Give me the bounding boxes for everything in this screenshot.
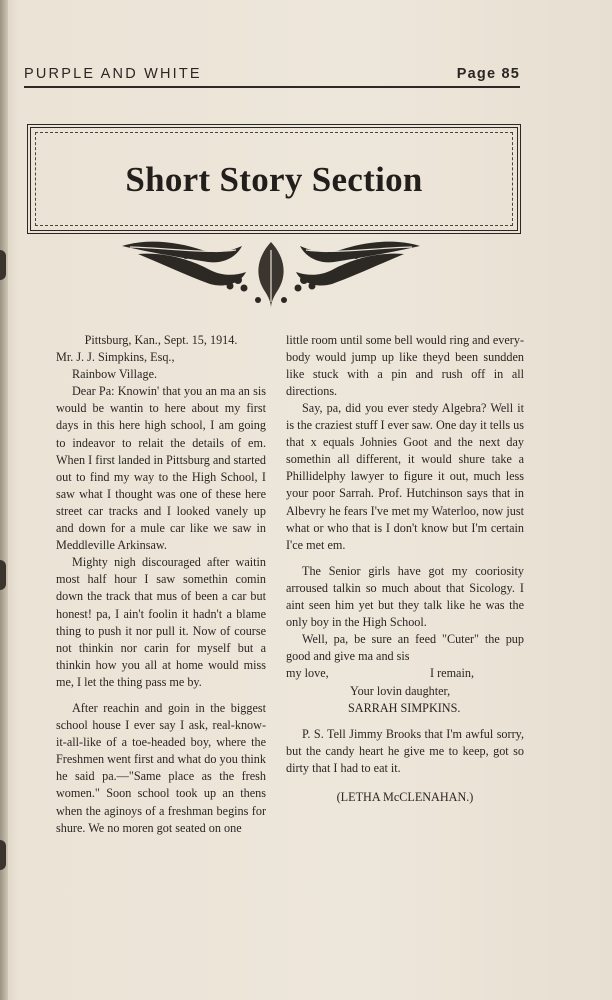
letter-address: Rainbow Village. bbox=[72, 367, 158, 382]
signature: SARRAH SIMPKINS. bbox=[348, 700, 461, 715]
text-column-right bbox=[286, 332, 524, 400]
closing-paragraph: Well, pa, be sure an feed "Cuter" the pup good and give ma and sis bbox=[286, 632, 524, 664]
closing-love-text: my love, bbox=[286, 666, 329, 681]
letter-paragraph: Dear Pa: Knowin' that you an ma an sis would be wantin to here about my first days in this here high school, I am going to indeavor to relait the details of em. When I first landed in Pittsburg and started out to find my way to the High School, I saw what I thought was one of these here street car tracks and I looked vanely up and down for a mule car like we saw in Meddleville Arkinsaw. bbox=[56, 384, 266, 553]
postscript: P. S. Tell Jimmy Brooks that I'm awful sorry, but the candy heart he give me to keep, got so dirty that I had to eat it. bbox=[286, 726, 524, 775]
text-column-right-body bbox=[286, 400, 524, 806]
closing-remain: I remain, bbox=[430, 666, 474, 681]
binding-hole bbox=[0, 250, 6, 280]
closing-yours: Your lovin daughter, bbox=[350, 683, 451, 698]
section-title: Short Story Section bbox=[125, 160, 423, 199]
letter-paragraph-continued: little room until some bell would ring and every-body would jump up like theyd been sundden like stuck with a pin and rush off in all directions. bbox=[286, 333, 524, 399]
letter-paragraph: Say, pa, did you ever stedy Algebra? Well it is the craziest stuff I ever saw. One day it tells us that x equals Johnies Goot and the next day somethin all different, it would shure take a Phillidelphy lawyer to figure it out, much less your poor Sarrah. Prof. Hutchinson says that in Albevry he fears I've met my Waterloo, now just what or who that is I don't know but I'm certain I'ce met em. bbox=[286, 401, 524, 552]
letter-paragraph: After reachin and goin in the biggest school house I ever say I ask, real-know-it-all-like of a toe-headed boy, where the Freshmen went first and what do you think he said pa.—"Same place as the fresh women." Soon school took up an thens when the aginoys of a freshman begins for shure. We no moren got seated on one bbox=[56, 700, 266, 835]
publication-title: PURPLE AND WHITE bbox=[24, 66, 202, 82]
letter-dateline: Pittsburg, Kan., Sept. 15, 1914. bbox=[84, 333, 238, 347]
running-head bbox=[24, 64, 520, 88]
letter-paragraph: The Senior girls have got my cooriosity arroused talkin so much about that Sicology. I aint seen him yet but they talk like he was the only boy in the High School. bbox=[286, 563, 524, 630]
text-column-left bbox=[56, 332, 266, 837]
letter-addressee: Mr. J. J. Simpkins, Esq., bbox=[56, 350, 175, 365]
holly-ornament-icon bbox=[118, 236, 424, 310]
page-number: Page 85 bbox=[456, 66, 520, 82]
binding-hole bbox=[0, 840, 6, 870]
closing-love bbox=[286, 665, 524, 682]
title-frame bbox=[27, 124, 521, 234]
letter-paragraph: Mighty nigh discouraged after waitin most half hour I saw somethin comin down the track that mus of been a car but honest! pa, I ain't foolin it hadn't a blame thing to push it nor pull it. Now of course not thinkin nor carin for myself but a thinkin how you all at home would miss me, I let the thing pass me by. bbox=[56, 555, 266, 689]
author-credit: (LETHA McCLENAHAN.) bbox=[336, 789, 474, 804]
binding-hole bbox=[0, 560, 6, 590]
